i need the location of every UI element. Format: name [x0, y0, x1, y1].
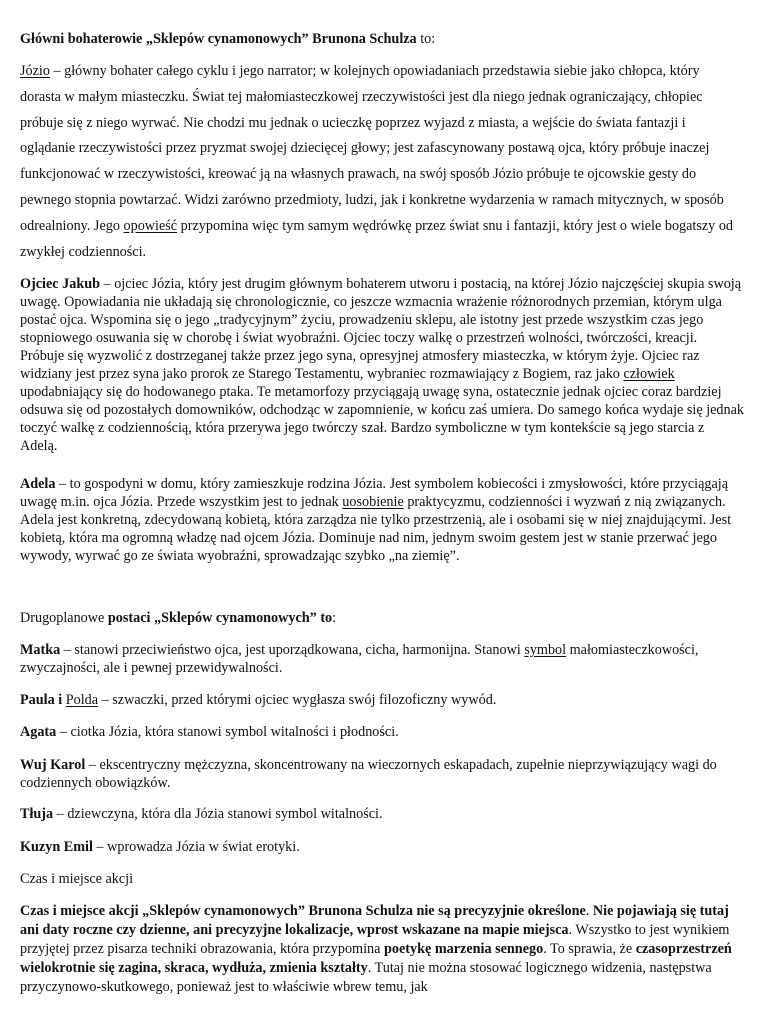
link-jozio[interactable]: Józio: [20, 63, 50, 79]
link-czlowiek[interactable]: człowiek: [623, 366, 675, 382]
paragraph-time-place: [20, 902, 744, 997]
paragraph-emil: [20, 838, 744, 856]
paragraph-tluja: [20, 805, 744, 823]
tluja-text-1: – dziewczyna, która dla Józia stanowi symbol witalności.: [53, 806, 383, 822]
adela-name: Adela: [20, 476, 56, 492]
link-uosobienie[interactable]: uosobienie: [342, 494, 404, 510]
heading-main-characters: [20, 27, 744, 53]
heading-bold: Główni bohaterowie „Sklepów cynamonowych” Brunona Schulza: [20, 31, 417, 47]
paragraph-matka: [20, 641, 744, 677]
time-text-1: .: [585, 903, 593, 919]
paula-text-1: – szwaczki, przed którymi ojciec wygłasza swój filozoficzny wywód.: [98, 692, 497, 708]
paragraph-jozio: [20, 59, 744, 265]
adela-text-1: – to gospodyni w domu, który zamieszkuje rodzina Józia. Jest symbolem kobiecości i zmysłowości, które przyciągają uwagę m.in. ojca Józia. Przede wszystkim jest to jednak: [20, 476, 729, 510]
emil-name: Kuzyn Emil: [20, 839, 93, 855]
secondary-pre: Drugoplanowe: [20, 610, 108, 626]
time-bold-1: Czas i miejsce akcji „Sklepów cynamonowych” Brunona Schulza nie są precyzyjnie określone: [20, 903, 586, 919]
paragraph-jakub: [20, 275, 744, 455]
secondary-post: :: [332, 610, 337, 626]
jakub-text-2: upodabniający się do hodowanego ptaka. Te metamorfozy przyciągają uwagę syna, ostatecznie jednak ojciec coraz bardziej odsuwa się od pozostałych domowników, odchodząc w zapomnienie, w końcu zaś umiera. Do samego końca wydaje się jednak toczyć walkę z codziennością, która przerywa jego twórczy szał. Bardzo symboliczne w tym kontekście są jego starcia z Adelą.: [20, 384, 745, 454]
paragraph-adela: [20, 475, 744, 565]
time-text-3: . To sprawia, że: [543, 941, 636, 957]
time-text-2: . Wszystko to jest wynikiem przyjętej przez pisarza techniki obrazowania, która przypomina: [20, 922, 730, 957]
jozio-text-1: – główny bohater całego cyklu i jego narrator; w kolejnych opowiadaniach przedstawia siebie jako chłopca, który dorasta w małym miasteczku. Świat tej małomiasteczkowej rzeczywistości jest dla niego jednak ograniczający, chłopiec próbuje się z niego wyrwać. Nie chodzi mu jednak o ucieczkę poprzez wyjazd z miasta, a wejście do świata fantazji i oglądanie rzeczywistości przez pryzmat swojej dziecięcej głowy; jest zafascynowany postawą ojca, który próbuje inaczej funkcjonować w rzeczywistości, kreować ją na własnych prawach, na swój sposób Józio próbuje te ojcowskie gesty do pewnego stopnia powtarzać. Widzi zarówno przedmioty, ludzi, jak i konkretne wydarzenia w ramach mitycznych, w sposób odrealniony. Jego: [20, 63, 724, 234]
matka-text-1: – stanowi przeciwieństwo ojca, jest uporządkowana, cicha, harmonijna. Stanowi: [60, 642, 525, 658]
jakub-name: Ojciec Jakub: [20, 276, 100, 292]
paragraph-karol: [20, 756, 744, 792]
paragraph-agata: [20, 723, 744, 741]
link-symbol[interactable]: symbol: [524, 642, 567, 658]
time-bold-2: Nie pojawiają się tutaj ani daty roczne czy dzienne, ani precyzyjne lokalizacje, wprost wskazane na mapie miejsca: [20, 903, 729, 938]
time-text-4: . Tutaj nie można stosować logicznego widzenia, następstwa przyczynowo-skutkowego, ponieważ jest to właściwie wbrew temu, jak: [20, 960, 712, 995]
agata-name: Agata: [20, 724, 57, 740]
tluja-name: Tłuja: [20, 806, 54, 822]
paula-name: Paula i: [20, 692, 66, 708]
matka-text-2: małomiasteczkowości, zwyczajności, ale i pewnej przewidywalności.: [20, 642, 699, 676]
secondary-bold: postaci „Sklepów cynamonowych” to: [107, 610, 333, 626]
link-opowiesc[interactable]: opowieść: [123, 217, 178, 234]
heading-time-place: Czas i miejsce akcji: [20, 871, 134, 887]
time-bold-3: poetykę marzenia sennego: [383, 941, 544, 957]
heading-secondary-characters: [20, 609, 744, 627]
paragraph-paula: [20, 691, 744, 709]
karol-name: Wuj Karol: [20, 757, 86, 773]
matka-name: Matka: [20, 642, 61, 658]
adela-text-2: praktycyzmu, codzienności i wyzwań z nią związanych. Adela jest konkretną, zdecydowaną kobietą, która zarządza nie tylko przestrzenią, ale i osobami się w niej znajdującymi. Jest kobietą, która ma ogromną władzę nad ojcem Józia. Dominuje nad nim, jednym swoim gestem jest w stanie przerwać jego wywody, wyrwać go ze świata wyobraźni, sprowadzając szybko „na ziemię”.: [20, 494, 732, 564]
jakub-text-1: – ojciec Józia, który jest drugim głównym bohaterem utworu i postacią, na której Józio najczęściej skupia swoją uwagę. Opowiadania nie układają się chronologicznie, co jeszcze wzmacnia wrażenie różnorodnych przemian, którym ulga postać ojca. Wspomina się o jego „tradycyjnym” życiu, prowadzeniu sklepu, ale istotny jest przede wszystkim czas jego stopniowego osuwania się w chorobę i świat wyobraźni. Ojciec toczy walkę o przestrzeń wolności, twórczości, kreacji. Próbuje się wyzwolić z dostrzeganej także przez jego syna, opresyjnej atmosfery miasteczka, w którym żyje. Ojciec raz widziany jest przez syna jako prorok ze Starego Testamentu, wybraniec rozmawiający z Bogiem, raz jako: [20, 276, 742, 382]
agata-text-1: – ciotka Józia, która stanowi symbol witalności i płodności.: [56, 724, 399, 740]
karol-text-1: – ekscentryczny mężczyzna, skoncentrowany na wieczornych eskapadach, zupełnie nieprzywiązujący wagi do codziennych obowiązków.: [20, 757, 717, 791]
time-bold-4: czasoprzestrzeń wielokrotnie się zagina, skraca, wydłuża, zmienia kształty: [20, 941, 732, 976]
heading-rest: to:: [416, 31, 436, 47]
link-polda[interactable]: Polda: [65, 692, 99, 708]
emil-text-1: – wprowadza Józia w świat erotyki.: [92, 839, 300, 855]
jozio-text-2: przypomina więc tym samym wędrówkę przez świat snu i fantazji, który jest o wiele bogatszy od zwykłej codzienności.: [20, 217, 734, 260]
